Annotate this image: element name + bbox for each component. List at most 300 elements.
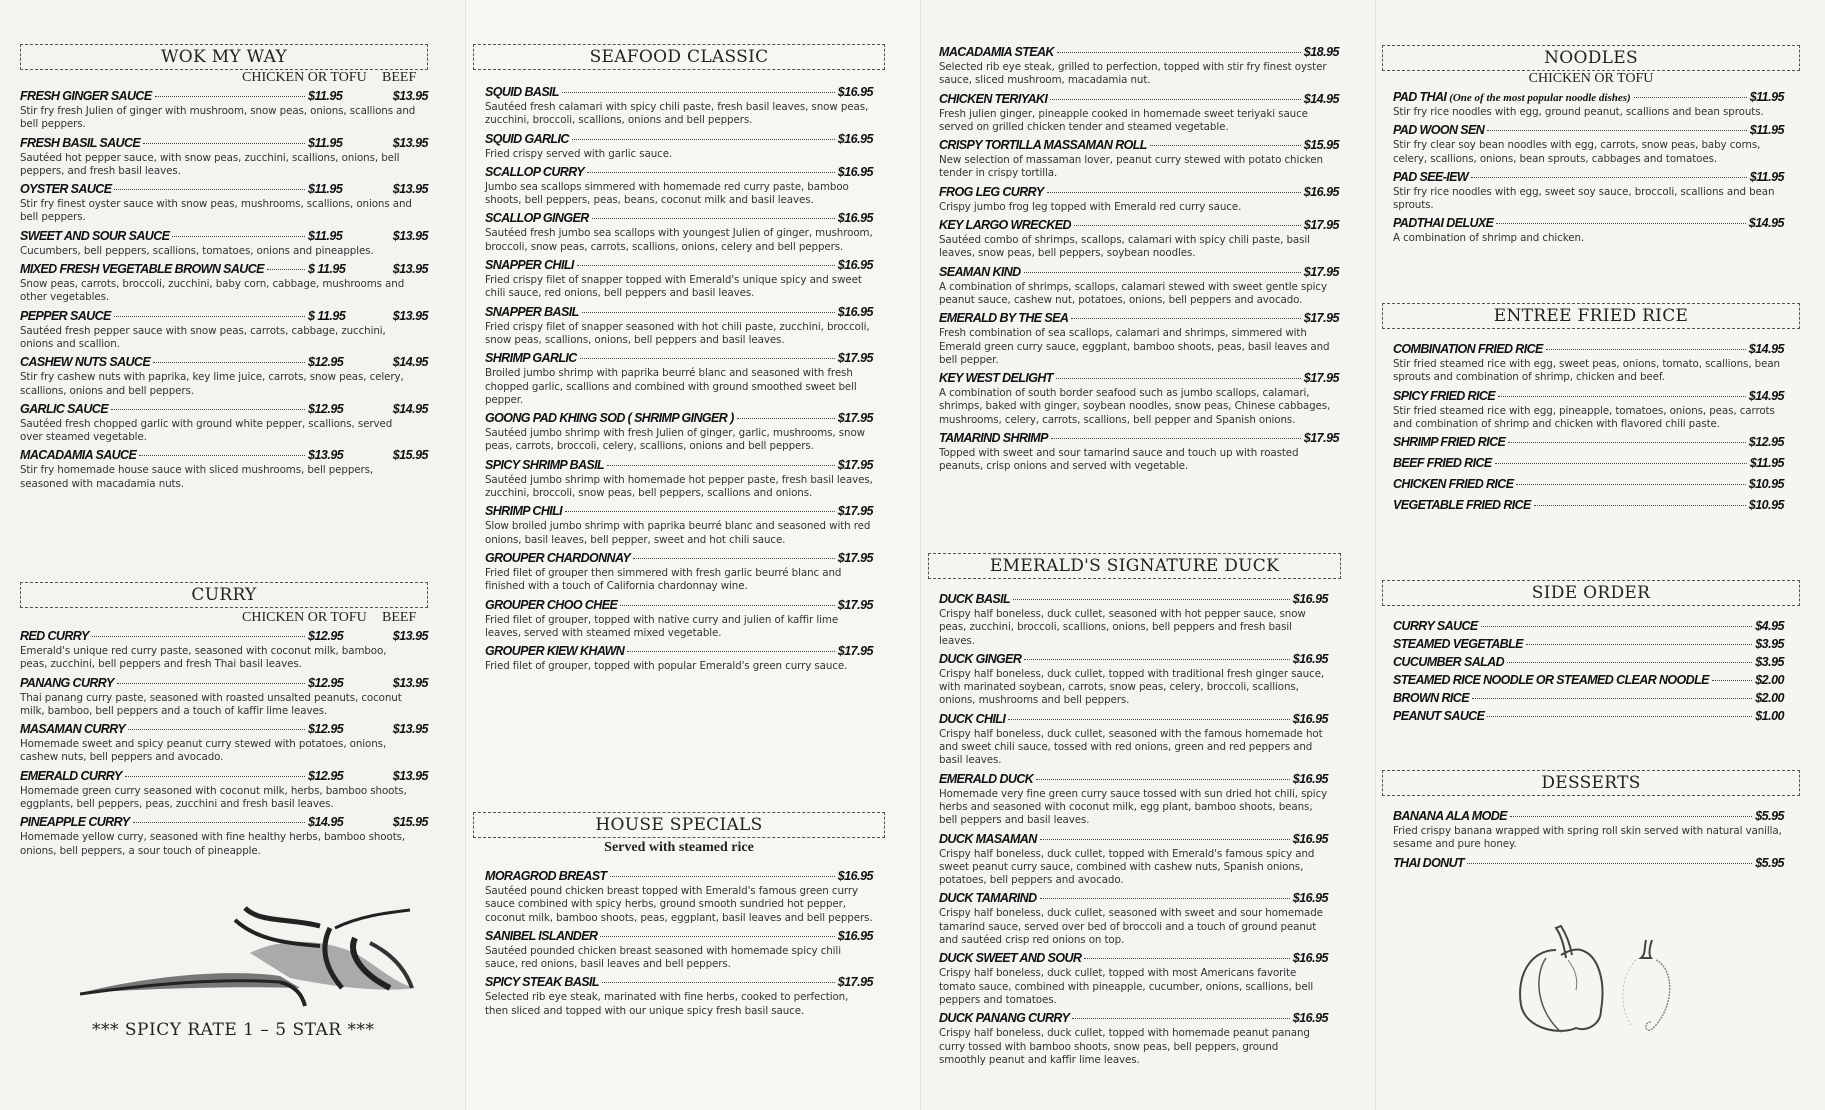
item-price: $16.95	[1292, 592, 1328, 606]
item-price: $16.95	[837, 258, 873, 273]
item-description: Homemade yellow curry, seasoned with fine healthy herbs, bamboo shoots, onions, bell peppers, a sour touch of pineapple.	[20, 831, 406, 857]
dot-leader	[577, 265, 835, 266]
item-name	[939, 651, 1021, 668]
item-list	[939, 44, 1339, 477]
menu-item	[939, 651, 1328, 711]
item-name	[20, 228, 169, 245]
menu-item	[1393, 497, 1784, 514]
item-name	[20, 814, 130, 831]
item-description: Fried crispy served with garlic sauce.	[485, 147, 673, 160]
menu-item	[939, 430, 1339, 477]
item-name-text: FRESH BASIL SAUCE	[20, 135, 141, 150]
item-name	[485, 84, 559, 101]
menu-item	[485, 457, 873, 504]
menu-item	[485, 164, 873, 211]
item-name-text: SHRIMP GARLIC	[485, 351, 577, 366]
menu-item	[939, 370, 1339, 430]
dot-leader	[114, 189, 305, 190]
item-description: Snow peas, carrots, broccoli, zucchini, baby corn, cabbage, mushrooms and other vegetables.	[20, 278, 405, 304]
menu-item-row	[20, 181, 428, 198]
menu-item	[1393, 388, 1784, 435]
menu-item-row	[20, 308, 428, 325]
item-name	[1393, 855, 1464, 872]
item-description: Crispy half boneless, duck cullet, seasoned with sweet and sour homemade tamarind sauce, served over bed of broccoli and a touch of ground peanut and sautéed crisp red onions on top.	[939, 907, 1323, 947]
menu-item	[20, 354, 428, 401]
menu-item-row	[485, 457, 873, 474]
item-price: $17.95	[837, 504, 873, 519]
item-name	[1393, 690, 1469, 707]
item-price: $3.95	[1755, 637, 1784, 651]
item-list	[20, 88, 428, 494]
dot-leader	[582, 312, 835, 313]
section-title: EMERALD'S SIGNATURE DUCK	[928, 553, 1341, 579]
item-name-text: SNAPPER CHILI	[485, 258, 574, 273]
menu-item	[20, 228, 428, 261]
item-price: $17.95	[1303, 311, 1339, 326]
item-name-text: PAD THAI	[1393, 90, 1447, 104]
menu-item-row	[20, 814, 428, 831]
dot-leader	[602, 982, 835, 983]
item-name-text: PEPPER SAUCE	[20, 308, 111, 323]
item-name-text: SWEET AND SOUR SAUCE	[20, 228, 170, 243]
dot-leader	[125, 776, 305, 777]
dot-leader	[267, 269, 305, 270]
menu-item	[20, 675, 428, 722]
section-curry	[20, 582, 428, 861]
section-title: NOODLES	[1382, 45, 1800, 71]
item-price: $14.95	[308, 815, 344, 830]
item-name	[20, 308, 111, 325]
dot-leader	[1487, 716, 1752, 717]
item-description: Crispy half boneless, duck cullet, seasoned with the famous homemade hot and sweet chili sauce, tossed with red onions, green and red peppers and basil leaves.	[939, 727, 1323, 767]
item-list	[473, 868, 885, 1021]
dot-leader	[139, 455, 305, 456]
menu-item	[1393, 89, 1784, 122]
item-name-text: BEEF FRIED RICE	[1393, 456, 1492, 471]
item-description: Stir fry clear soy bean noodles with egg, carrots, snow peas, baby corns, celery, scallions, onions, bean sprouts, cabbages and tomatoes.	[1393, 139, 1761, 165]
item-name	[1393, 215, 1493, 232]
menu-item	[485, 643, 873, 676]
menu-item-row	[939, 184, 1339, 201]
item-description: Thai panang curry paste, seasoned with roasted unsalted peanuts, coconut milk, bamboo, bell peppers and a touch of kaffir lime leaves.	[20, 691, 402, 717]
section-subtitle: Served with steamed rice	[604, 840, 754, 855]
menu-item-row	[485, 350, 873, 367]
item-name	[1393, 434, 1505, 451]
item-name-text: MORAGROD BREAST	[485, 869, 607, 883]
item-description: Homemade green curry seasoned with coconut milk, herbs, bamboo shoots, eggplants, bell peppers, peas, zucchini and fresh basil leaves.	[20, 784, 407, 811]
menu-item-row	[485, 410, 873, 427]
menu-item-row	[485, 304, 873, 321]
item-price: $12.95	[308, 722, 344, 737]
item-name-text: CURRY SAUCE	[1393, 619, 1478, 633]
menu-item	[1393, 215, 1784, 248]
item-description: Stir fry finest oyster sauce with snow peas, mushrooms, scallions, onions and bell peppers.	[20, 198, 412, 224]
item-name-text: CRISPY TORTILLA MASSAMAN ROLL	[939, 138, 1147, 153]
section-house-specials	[473, 812, 885, 1021]
menu-item	[939, 711, 1328, 771]
menu-item	[485, 210, 873, 257]
item-price: $17.95	[837, 597, 873, 612]
menu-item	[939, 310, 1339, 370]
dot-leader	[633, 558, 835, 559]
menu-item-row	[939, 1010, 1328, 1027]
menu-item-row	[20, 228, 428, 245]
item-name-text: SQUID BASIL	[485, 85, 559, 99]
item-price: $16.95	[1292, 651, 1328, 666]
menu-item	[939, 184, 1339, 217]
section-wok-my-way	[20, 44, 428, 494]
menu-item	[20, 447, 428, 494]
menu-item-row	[1393, 808, 1784, 825]
item-name	[1393, 122, 1484, 139]
menu-item-row	[485, 210, 873, 227]
item-name-text: PAD SEE-IEW	[1393, 169, 1469, 184]
item-price-beef: $14.95	[392, 401, 428, 416]
menu-item	[485, 868, 873, 928]
section-title: HOUSE SPECIALS	[473, 812, 885, 838]
item-name	[20, 675, 114, 692]
item-name-text: PINEAPPLE CURRY	[20, 815, 130, 830]
item-name	[939, 890, 1037, 907]
menu-item	[485, 350, 873, 410]
item-price: $12.95	[1748, 435, 1784, 450]
menu-item	[1393, 636, 1784, 653]
menu-item-row	[20, 628, 428, 645]
item-description: Emerald's unique red curry paste, seasoned with coconut milk, bamboo, peas, zucchini, bell peppers and fresh Thai basil leaves.	[20, 645, 387, 671]
item-price: $15.95	[1303, 138, 1339, 153]
item-price: $11.95	[308, 89, 343, 103]
item-description: A combination of shrimp and chicken.	[1393, 232, 1585, 245]
menu-item-row	[1393, 672, 1784, 689]
dot-leader	[1481, 626, 1753, 627]
item-name-text: GOONG PAD KHING SOD ( SHRIMP GINGER )	[485, 411, 734, 426]
item-price-beef: $13.95	[392, 308, 428, 323]
menu-item	[20, 135, 428, 182]
item-name-text: MACADAMIA STEAK	[939, 45, 1054, 59]
item-description: Stir fry homemade house sauce with sliced mushrooms, bell peppers, seasoned with macadamia nuts.	[20, 464, 374, 490]
dot-leader	[1472, 698, 1752, 699]
item-price: $13.95	[308, 448, 344, 463]
item-description: Crispy half boneless, duck cullet, topped with Emerald's famous spicy and sweet peanut curry sauce, combined with cashew nuts, Spanish onions, potatoes, bell peppers and avocado.	[939, 847, 1315, 887]
menu-item	[939, 771, 1328, 831]
item-description: Selected rib eye steak, marinated with fine herbs, cooked to perfection, then sliced and topped with our unique spicy fresh basil sauce.	[485, 991, 849, 1017]
item-price: $2.00	[1755, 673, 1784, 687]
menu-item-row	[1393, 122, 1784, 139]
menu-item-row	[20, 88, 428, 105]
item-price: $11.95	[308, 135, 343, 150]
menu-item-row	[1393, 855, 1784, 872]
menu-item	[485, 974, 873, 1021]
menu-item-row	[20, 447, 428, 464]
item-note: (One of the most popular noodle dishes)	[1449, 92, 1631, 104]
item-description: A combination of shrimps, scallops, calamari stewed with sweet gentle spicy peanut sauce, cashew nut, potatoes, onions, bell peppers and avocado.	[939, 280, 1327, 306]
menu-item-row	[939, 711, 1328, 728]
item-name-text: STEAMED VEGETABLE	[1393, 637, 1523, 651]
item-description: A combination of south border seafood such as jumbo scallops, calamari, shrimps, baked with ginger, soybean noodles, snow peas, Chinese cabbages, mushrooms, celery, carrots, scallions, bell pepper and Spanish onions.	[939, 387, 1331, 426]
dot-leader	[1150, 145, 1301, 146]
dot-leader	[1013, 599, 1290, 600]
item-price: $16.95	[1292, 891, 1328, 906]
item-description: Sautéed fresh calamari with spicy chili paste, fresh basil leaves, snow peas, zucchini, broccoli, scallions, onions and bell peppers.	[485, 101, 869, 127]
item-description: Fried filet of grouper then simmered with fresh garlic beurré blanc and finished with a touch of California chardonnay wine.	[485, 566, 842, 593]
item-name-text: SPICY STEAK BASIL	[485, 975, 599, 990]
item-name	[20, 401, 108, 418]
item-description: Jumbo sea scallops simmered with homemade red curry paste, bamboo shoots, bell peppers, peas, beans, coconut milk and basil leaves.	[485, 180, 849, 207]
item-name-text: TAMARIND SHRIMP	[939, 431, 1048, 446]
item-price: $12.95	[308, 629, 344, 643]
item-price: $5.95	[1755, 809, 1784, 823]
section-side-order	[1382, 580, 1800, 726]
menu-item-row	[1393, 476, 1784, 493]
item-name-text: CHICKEN TERIYAKI	[939, 91, 1048, 106]
menu-item-row	[20, 721, 428, 738]
dot-leader	[1056, 378, 1301, 379]
item-price: $16.95	[837, 131, 873, 146]
menu-item-row	[939, 137, 1339, 154]
menu-item-row	[1393, 690, 1784, 707]
menu-item	[20, 628, 428, 675]
item-price: $11.95	[1749, 169, 1784, 184]
item-price-beef: $15.95	[392, 448, 428, 463]
menu-item	[485, 84, 873, 131]
item-price-beef: $15.95	[392, 815, 428, 830]
menu-item-row	[485, 257, 873, 274]
menu-item-row	[939, 264, 1339, 281]
item-name-text: MIXED FRESH VEGETABLE BROWN SAUCE	[20, 262, 264, 277]
menu-item-row	[1393, 169, 1784, 186]
item-name	[485, 550, 630, 567]
item-name	[485, 643, 624, 660]
menu-item	[485, 131, 873, 164]
dot-leader	[1057, 52, 1301, 53]
item-description: Fried crispy filet of snapper seasoned with hot chili paste, zucchini, broccoli, snow peas, scallions, onions, bell peppers and basil leaves.	[485, 320, 870, 346]
item-price: $11.95	[1749, 123, 1784, 138]
item-description: Stir fry fresh Julien of ginger with mushroom, snow peas, onions, scallions and bell peppers.	[20, 105, 416, 131]
menu-item-row	[20, 261, 428, 278]
item-price: $5.95	[1755, 855, 1784, 870]
item-list	[1382, 341, 1800, 514]
item-name-text: EMERALD DUCK	[939, 771, 1034, 786]
item-name-text: GROUPER CHOO CHEE	[485, 597, 618, 612]
item-price: $16.95	[1292, 711, 1328, 726]
item-price: $11.95	[308, 228, 343, 243]
item-name-text: SHRIMP CHILI	[485, 504, 563, 519]
menu-item	[485, 597, 873, 644]
menu-item-row	[485, 597, 873, 614]
item-name	[939, 137, 1147, 154]
dot-leader	[627, 651, 835, 652]
item-name	[939, 264, 1021, 281]
menu-item	[939, 264, 1339, 311]
dot-leader	[117, 683, 305, 684]
item-name	[1393, 618, 1478, 635]
menu-item-row	[20, 401, 428, 418]
item-price: $16.95	[837, 304, 873, 319]
menu-panel-3	[920, 0, 1375, 1110]
item-name-text: CASHEW NUTS SAUCE	[20, 355, 151, 370]
item-name	[20, 354, 150, 371]
item-name	[1393, 708, 1484, 725]
col-beef: BEEF	[382, 610, 417, 625]
section-title: SEAFOOD CLASSIC	[473, 44, 885, 70]
section-fried-rice	[1382, 303, 1800, 518]
item-description: Stir fried steamed rice with egg, pineapple, tomatoes, onions, peas, carrots and combination of shrimp and chicken with flavored chili paste.	[1393, 404, 1775, 430]
item-name-text: DUCK SWEET AND SOUR	[939, 951, 1082, 966]
item-name-text: SEAMAN KIND	[939, 264, 1021, 279]
item-name-text: GROUPER CHARDONNAY	[485, 550, 631, 565]
item-name-text: DUCK TAMARIND	[939, 891, 1037, 906]
item-description: Crispy half boneless, duck cullet, topped with traditional fresh ginger sauce, with marinated soybean, carrots, snow peas, celery, broccoli, scallions, onions, mushrooms and bell peppers.	[939, 667, 1325, 707]
dot-leader	[111, 409, 305, 410]
menu-item	[485, 304, 873, 351]
section-title: WOK MY WAY	[20, 44, 428, 70]
item-description: Stir fry rice noodles with egg, ground peanut, scallions and bean sprouts.	[1393, 106, 1764, 118]
item-price: $1.00	[1755, 709, 1784, 723]
dot-leader	[737, 418, 835, 419]
dot-leader	[1036, 779, 1290, 780]
item-price-beef: $13.95	[392, 768, 428, 783]
menu-item	[20, 181, 428, 228]
dot-leader	[1510, 816, 1752, 817]
menu-item-row	[939, 91, 1339, 108]
item-price: $ 11.95	[308, 262, 346, 277]
col-chicken-tofu: CHICKEN OR TOFU	[242, 610, 367, 625]
menu-item-row	[485, 503, 873, 520]
menu-item	[1393, 122, 1784, 169]
item-price: $17.95	[1303, 431, 1339, 446]
menu-item-row	[1393, 341, 1784, 358]
item-description: Sautéed fresh pepper sauce with snow peas, carrots, cabbage, zucchini, onions and scallion.	[20, 324, 386, 350]
item-name	[939, 771, 1033, 788]
menu-item-row	[20, 675, 428, 692]
menu-item-row	[1393, 455, 1784, 472]
menu-item	[939, 950, 1328, 1010]
dot-leader	[592, 218, 835, 219]
col-beef: BEEF	[382, 70, 417, 85]
menu-item-row	[939, 430, 1339, 447]
item-name-text: PEANUT SAUCE	[1393, 709, 1485, 723]
item-price-beef: $14.95	[392, 355, 428, 370]
item-name	[1393, 341, 1543, 358]
menu-item	[485, 257, 873, 304]
col-chicken-tofu: CHICKEN OR TOFU	[242, 70, 367, 85]
item-description: Stir fry rice noodles with egg, sweet soy sauce, broccoli, scallions and bean sprouts.	[1393, 185, 1775, 212]
item-description: Sautéed hot pepper sauce, with snow peas, zucchini, scallions, onions, bell peppers, and fresh basil leaves.	[20, 151, 400, 177]
menu-item-row	[20, 135, 428, 152]
item-name	[485, 350, 577, 367]
item-price: $2.00	[1755, 691, 1784, 705]
item-name	[939, 1010, 1069, 1027]
dot-leader	[1040, 839, 1290, 840]
menu-item-row	[485, 550, 873, 567]
item-price: $12.95	[308, 768, 344, 783]
menu-item-row	[20, 354, 428, 371]
menu-item-row	[1393, 654, 1784, 671]
item-price: $17.95	[837, 351, 873, 366]
item-description: Topped with sweet and sour tamarind sauce and touch up with roasted peanuts, crisp onions and served with vegetable.	[939, 447, 1299, 473]
dot-leader	[1008, 719, 1290, 720]
dot-leader	[1074, 225, 1301, 226]
item-name-text: PADTHAI DELUXE	[1393, 216, 1494, 231]
item-description: Fried crispy filet of snapper topped with Emerald's unique spicy and sweet chili sauce, red onions, bell peppers and basil leaves.	[485, 274, 862, 300]
menu-item	[20, 401, 428, 448]
item-name	[20, 768, 122, 785]
item-name	[485, 457, 604, 474]
item-price-beef: $13.95	[392, 722, 428, 737]
menu-item-row	[485, 928, 873, 945]
item-name-text: SANIBEL ISLANDER	[485, 928, 598, 943]
item-price: $16.95	[837, 869, 873, 883]
spicy-rate-legend: *** SPICY RATE 1 – 5 STAR ***	[92, 1020, 375, 1040]
item-name	[939, 430, 1048, 447]
item-price-beef: $13.95	[392, 228, 428, 243]
item-name-text: MACADAMIA SAUCE	[20, 448, 137, 463]
item-name	[485, 304, 579, 321]
dot-leader	[1487, 130, 1747, 131]
item-price-beef: $13.95	[392, 675, 428, 690]
item-name	[939, 711, 1005, 728]
item-name-text: BROWN RICE	[1393, 691, 1469, 705]
menu-item	[939, 1010, 1328, 1070]
dot-leader	[1534, 505, 1746, 506]
menu-item-row	[1393, 388, 1784, 405]
dot-leader	[1508, 442, 1746, 443]
section-noodles	[1382, 45, 1800, 249]
item-description: Fresh julien ginger, pineapple cooked in homemade sweet teriyaki sauce served on grilled chicken tender and steamed vegetable.	[939, 107, 1308, 133]
menu-item-row	[939, 310, 1339, 327]
item-name-text: CUCUMBER SALAD	[1393, 655, 1505, 669]
item-name-text: KEY LARGO WRECKED	[939, 218, 1071, 233]
item-price: $12.95	[308, 675, 344, 690]
item-description: New selection of massaman lover, peanut curry stewed with potato chicken tender in crispy tortilla.	[939, 154, 1323, 180]
dot-leader	[1050, 99, 1301, 100]
item-name	[1393, 455, 1492, 472]
item-name	[1393, 388, 1495, 405]
item-description: Crispy jumbo frog leg topped with Emerald red curry sauce.	[939, 200, 1242, 213]
item-name	[485, 210, 589, 227]
item-price: $17.95	[1303, 371, 1339, 386]
section-seafood-classic	[473, 44, 885, 676]
menu-item-row	[20, 768, 428, 785]
item-price: $17.95	[837, 457, 873, 472]
item-name	[939, 831, 1037, 848]
dot-leader	[565, 511, 835, 512]
menu-item-row	[485, 974, 873, 991]
item-price-beef: $13.95	[392, 182, 428, 197]
item-name	[485, 131, 569, 148]
item-price: $10.95	[1748, 498, 1784, 513]
menu-item	[1393, 690, 1784, 707]
item-price: $17.95	[837, 550, 873, 565]
menu-item-row	[485, 868, 873, 885]
item-name	[485, 928, 597, 945]
item-name	[939, 310, 1068, 327]
item-name-text: DUCK GINGER	[939, 651, 1022, 666]
item-price: $16.95	[837, 164, 873, 179]
item-list	[1382, 808, 1800, 872]
section-title: ENTREE FRIED RICE	[1382, 303, 1800, 329]
item-description: Stir fried steamed rice with egg, sweet peas, onions, tomato, scallions, bean sprouts and combination of shrimp, chicken and beef.	[1393, 358, 1780, 384]
menu-item-row	[485, 131, 873, 148]
item-price: $16.95	[1292, 831, 1328, 846]
item-name-text: KEY WEST DELIGHT	[939, 371, 1053, 386]
item-description: Sautéed jumbo shrimp with fresh Julien of ginger, garlic, mushrooms, snow peas, carrots, broccoli, celery, scallions, onions and bell peppers.	[485, 427, 865, 453]
item-name-text: STEAMED RICE NOODLE OR STEAMED CLEAR NOODLE	[1393, 673, 1709, 687]
item-price-beef: $13.95	[392, 89, 428, 103]
menu-item	[1393, 455, 1784, 472]
menu-item	[20, 814, 428, 861]
item-description: Sautéed fresh jumbo sea scallops with youngest Julien of ginger, mushroom, broccoli, snow peas, carrots, scallions, onions, celery and bell peppers.	[485, 227, 873, 253]
